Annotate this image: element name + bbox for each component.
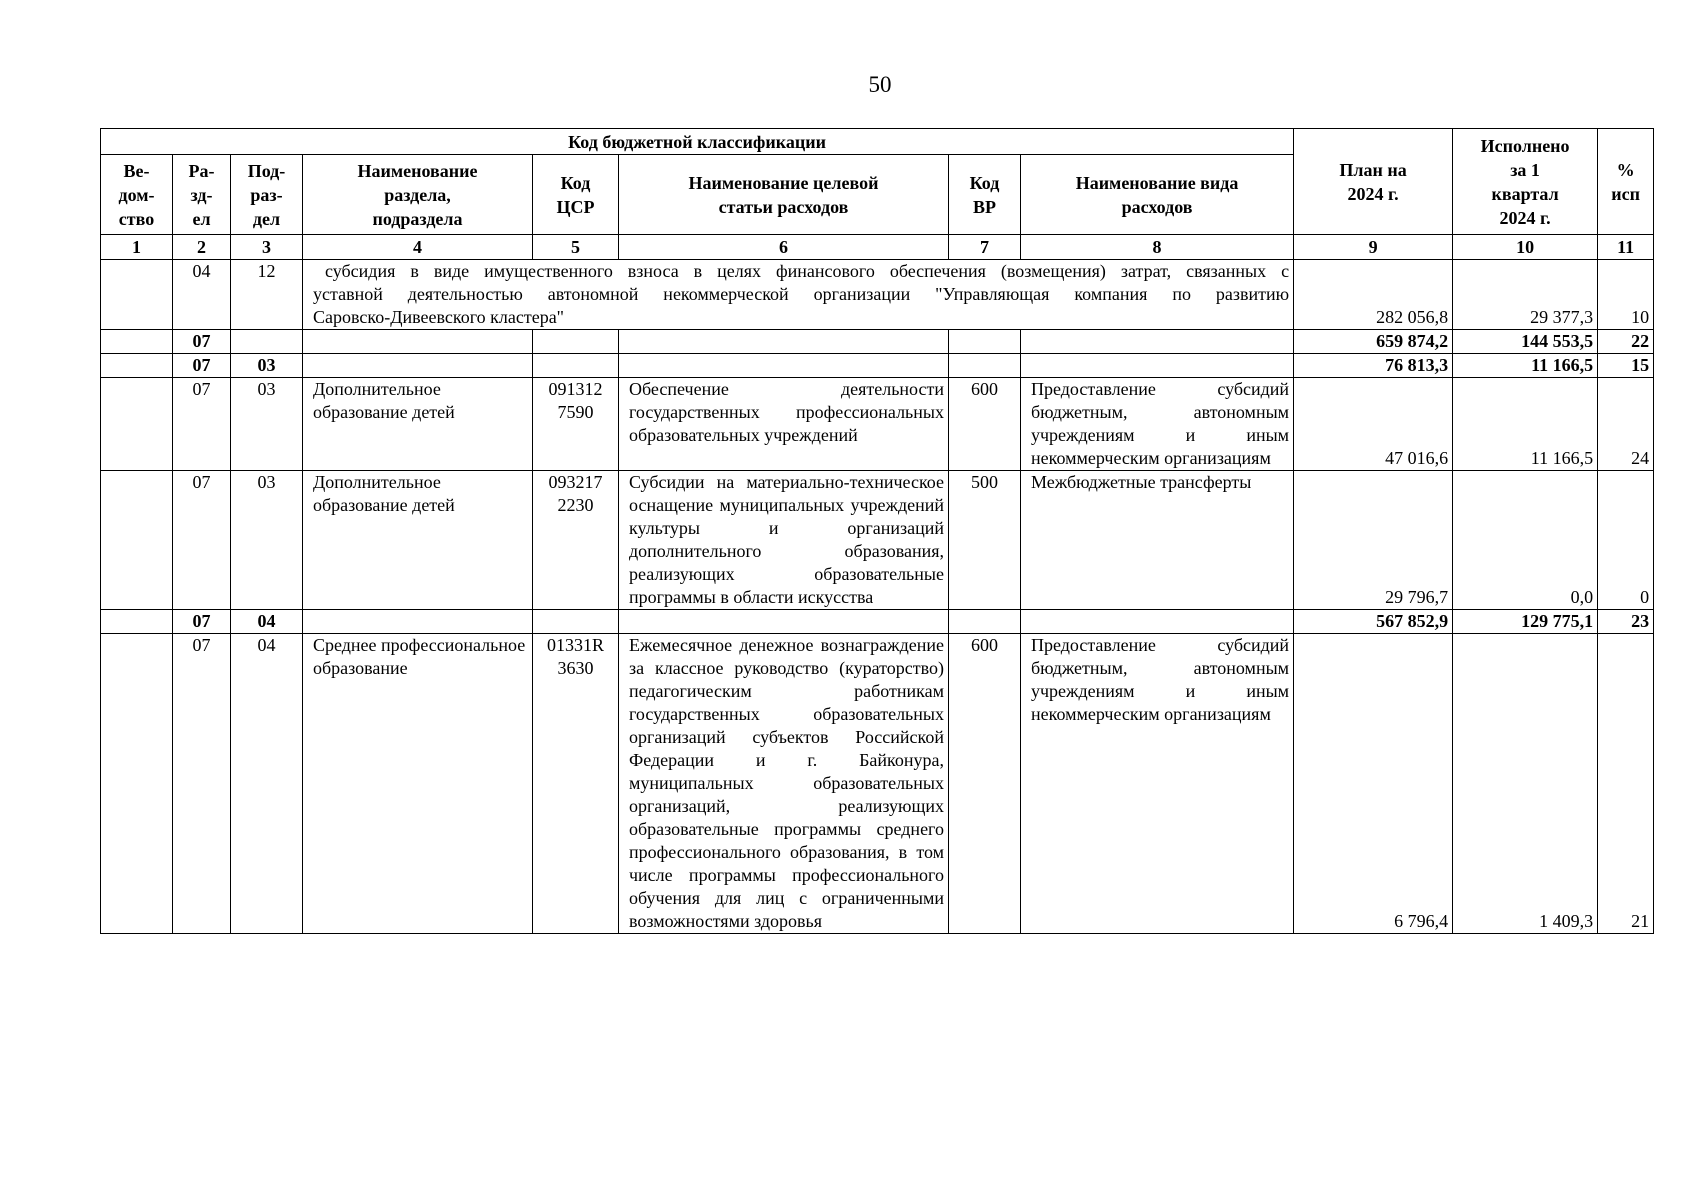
col-number: 8 [1021, 235, 1294, 260]
table-row [101, 354, 1654, 378]
table-row [101, 260, 1654, 330]
podrazdel-cell: 04 [231, 634, 303, 934]
podrazdel-cell: 03 [231, 354, 303, 378]
header-plan: План на 2024 г. [1294, 129, 1453, 235]
description-line: Саровско-Дивеевского кластера" [313, 307, 565, 327]
header-razdel: Ра- зд- ел [173, 155, 231, 235]
col-number: 3 [231, 235, 303, 260]
col-number: 10 [1453, 235, 1598, 260]
pct-cell: 10 [1598, 260, 1654, 330]
vr-cell: 600 [949, 378, 1021, 471]
col-number: 11 [1598, 235, 1654, 260]
podrazdel-cell: 04 [231, 610, 303, 634]
subsidy-description [303, 260, 1294, 330]
budget-table [100, 128, 1654, 934]
razdel-cell: 07 [173, 471, 231, 610]
col-number: 9 [1294, 235, 1453, 260]
done-cell: 0,0 [1453, 471, 1598, 610]
razdel-cell: 07 [173, 330, 231, 354]
pct-cell: 21 [1598, 634, 1654, 934]
plan-cell: 76 813,3 [1294, 354, 1453, 378]
razdel-cell: 07 [173, 378, 231, 471]
vr-name-cell: Предоставление субсидий бюджетным, автономным учреждениям и иным некоммерческим организациям [1021, 634, 1294, 934]
plan-cell: 47 016,6 [1294, 378, 1453, 471]
done-cell: 1 409,3 [1453, 634, 1598, 934]
csr-name-cell: Обеспечение деятельности государственных профессиональных образовательных учреждений [619, 378, 949, 471]
header-podrazdel: Под- раз- дел [231, 155, 303, 235]
vr-name-cell: Предоставление субсидий бюджетным, автономным учреждениям и иным некоммерческим организациям [1021, 378, 1294, 471]
vr-name-cell: Межбюджетные трансферты [1021, 471, 1294, 610]
header-csr: Код ЦСР [533, 155, 619, 235]
header-razdel-name: Наименование раздела, подраздела [303, 155, 533, 235]
pct-cell: 22 [1598, 330, 1654, 354]
csr-cell: 01331R 3630 [533, 634, 619, 934]
col-number: 1 [101, 235, 173, 260]
header-csr-name: Наименование целевой статьи расходов [619, 155, 949, 235]
pct-cell: 24 [1598, 378, 1654, 471]
vr-cell: 500 [949, 471, 1021, 610]
razdel-name-cell: Среднее профессиональное образование [303, 634, 533, 934]
header-pct: % исп [1598, 129, 1654, 235]
header-kbk: Код бюджетной классификации [101, 129, 1294, 155]
csr-name-cell: Субсидии на материально-техническое оснащение муниципальных учреждений культуры и организаций дополнительного образования, реализующих образовательные программы в области искусства [619, 471, 949, 610]
csr-cell: 093217 2230 [533, 471, 619, 610]
header-done: Исполнено за 1 квартал 2024 г. [1453, 129, 1598, 235]
vr-cell: 600 [949, 634, 1021, 934]
plan-cell: 567 852,9 [1294, 610, 1453, 634]
table-row [101, 330, 1654, 354]
description-line: уставной деятельностью автономной некоммерческой организации "Управляющая компания по развитию [313, 284, 1290, 304]
table-row [101, 634, 1654, 934]
razdel-name-cell: Дополнительное образование детей [303, 471, 533, 610]
razdel-cell: 04 [173, 260, 231, 330]
plan-cell: 282 056,8 [1294, 260, 1453, 330]
col-number: 5 [533, 235, 619, 260]
razdel-cell: 07 [173, 354, 231, 378]
pct-cell: 15 [1598, 354, 1654, 378]
table-row [101, 610, 1654, 634]
col-number: 7 [949, 235, 1021, 260]
header-vr: Код ВР [949, 155, 1021, 235]
col-number: 4 [303, 235, 533, 260]
col-number: 6 [619, 235, 949, 260]
done-cell: 29 377,3 [1453, 260, 1598, 330]
page-number: 50 [868, 72, 892, 97]
podrazdel-cell: 12 [231, 260, 303, 330]
razdel-name-cell: Дополнительное образование детей [303, 378, 533, 471]
done-cell: 11 166,5 [1453, 354, 1598, 378]
done-cell: 144 553,5 [1453, 330, 1598, 354]
plan-cell: 6 796,4 [1294, 634, 1453, 934]
description-line: субсидия в виде имущественного взноса в целях финансового обеспечения (возмещения) затрат, связанных с [325, 261, 1290, 281]
razdel-cell: 07 [173, 634, 231, 934]
col-number: 2 [173, 235, 231, 260]
header-vr-name: Наименование вида расходов [1021, 155, 1294, 235]
csr-cell: 091312 7590 [533, 378, 619, 471]
done-cell: 129 775,1 [1453, 610, 1598, 634]
plan-cell: 29 796,7 [1294, 471, 1453, 610]
header-vedomstvo: Ве- дом- ство [101, 155, 173, 235]
podrazdel-cell: 03 [231, 471, 303, 610]
razdel-cell: 07 [173, 610, 231, 634]
table-row [101, 378, 1654, 471]
table-row [101, 471, 1654, 610]
podrazdel-cell: 03 [231, 378, 303, 471]
done-cell: 11 166,5 [1453, 378, 1598, 471]
plan-cell: 659 874,2 [1294, 330, 1453, 354]
pct-cell: 23 [1598, 610, 1654, 634]
csr-name-cell: Ежемесячное денежное вознаграждение за классное руководство (кураторство) педагогическим работникам государственных образовательных организаций субъектов Российской Федерации и г. Байконура, муниципальных образовательных организаций, реализующих образовательные программы среднего профессионального образования, в том числе программы профессионального обучения для лиц с ограниченными возможностями здоровья [619, 634, 949, 934]
pct-cell: 0 [1598, 471, 1654, 610]
